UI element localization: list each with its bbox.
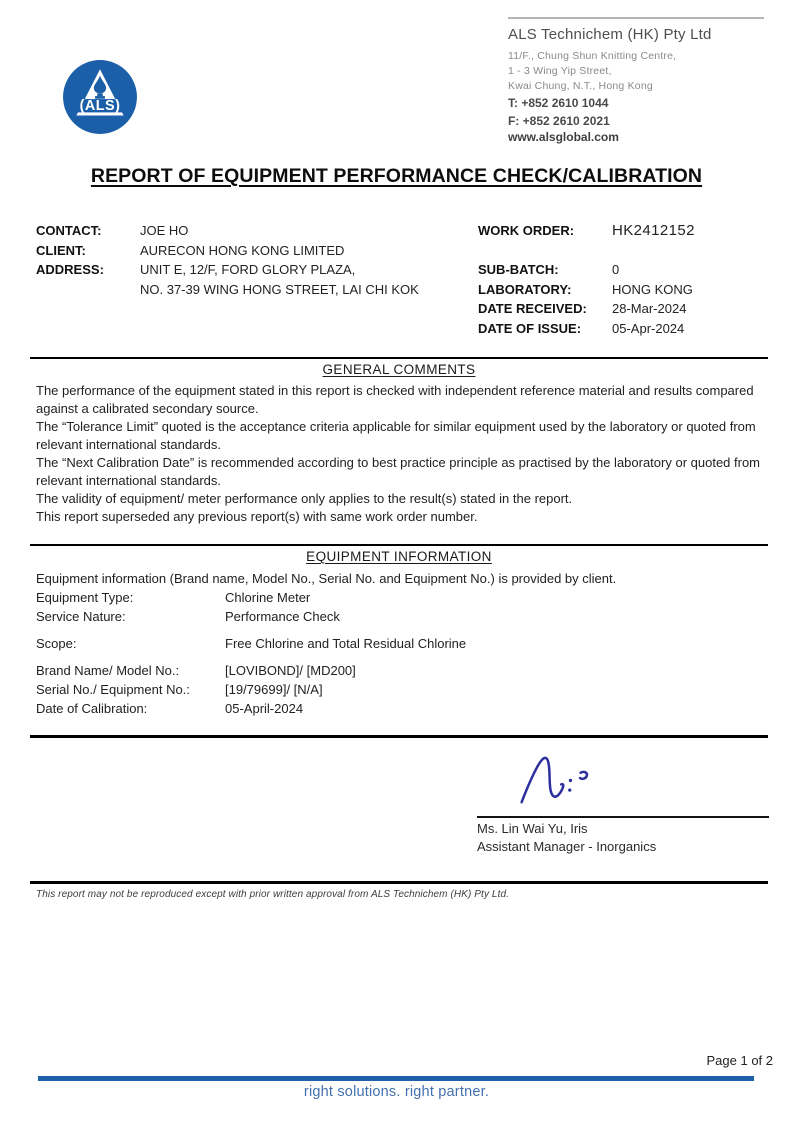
laboratory-label: LABORATORY:: [478, 281, 572, 297]
general-comments-text: [30, 382, 768, 526]
section-divider: [30, 881, 768, 884]
als-logo: [61, 58, 139, 136]
address-row: [36, 260, 466, 280]
sub-batch-label: SUB-BATCH:: [478, 262, 559, 277]
laboratory-value: HONG KONG: [612, 281, 693, 297]
date-of-calibration-row: [30, 699, 768, 718]
date-of-calibration-value: 05-April-2024: [225, 701, 304, 716]
general-comments-section: [30, 362, 768, 526]
serial-equipment-row: [30, 680, 768, 699]
client-info-block: [36, 221, 466, 299]
client-label: CLIENT:: [36, 242, 86, 258]
contact-row: [36, 221, 466, 241]
contact-value: JOE HO: [140, 223, 189, 238]
section-divider: [30, 544, 768, 546]
brand-model-row: [30, 661, 768, 680]
comment-paragraph: The performance of the equipment stated in this report is checked with independent reference material and results compared against a calibrated secondary source.: [36, 383, 754, 416]
address-value-line2: NO. 37-39 WING HONG STREET, LAI CHI KOK: [140, 281, 419, 297]
signatory-title: Assistant Manager - Inorganics: [477, 839, 657, 854]
service-nature-value: Performance Check: [225, 609, 340, 624]
company-address-line: 11/F., Chung Shun Knitting Centre,: [508, 50, 677, 62]
company-phone: T: +852 2610 1044: [508, 96, 609, 110]
service-nature-row: [30, 607, 768, 626]
client-row: [36, 241, 466, 261]
section-divider: [30, 735, 768, 738]
work-order-value: HK2412152: [612, 222, 695, 239]
spacer: [478, 241, 778, 261]
serial-equipment-label: Serial No./ Equipment No.:: [36, 682, 190, 697]
disclaimer-text: This report may not be reproduced except with prior written approval from ALS Technichem (HK) Pty Ltd.: [36, 889, 509, 900]
brand-model-value: [LOVIBOND]/ [MD200]: [225, 663, 356, 678]
signature-icon: [513, 750, 625, 808]
company-address-line: Kwai Chung, N.T., Hong Kong: [508, 80, 653, 92]
footer-tagline: right solutions. right partner.: [303, 1084, 490, 1100]
comment-paragraph: This report superseded any previous report(s) with same work order number.: [36, 509, 478, 524]
equipment-type-value: Chlorine Meter: [225, 590, 311, 605]
work-order-label: WORK ORDER:: [478, 223, 575, 238]
work-order-row: [478, 221, 778, 241]
footer-bar: [38, 1076, 754, 1081]
company-name: ALS Technichem (HK) Pty Ltd: [508, 26, 712, 43]
svg-text:(ALS): (ALS): [79, 97, 121, 114]
equipment-information-section: [30, 549, 768, 718]
address-value-line1: UNIT E, 12/F, FORD GLORY PLAZA,: [140, 262, 356, 277]
address-row: [36, 280, 466, 300]
date-of-calibration-label: Date of Calibration:: [36, 701, 148, 716]
comment-paragraph: The “Tolerance Limit” quoted is the acceptance criteria applicable for similar equipment used by the laboratory or quoted from relevant international standards.: [36, 419, 756, 452]
service-nature-label: Service Nature:: [36, 609, 126, 624]
equipment-info-intro: Equipment information (Brand name, Model No., Serial No. and Equipment No.) is provided by client.: [36, 571, 617, 586]
section-divider: [30, 357, 768, 359]
client-value: AURECON HONG KONG LIMITED: [140, 242, 345, 258]
company-address-line: 1 - 3 Wing Yip Street,: [508, 65, 612, 77]
scope-label: Scope:: [36, 636, 77, 651]
date-of-issue-value: 05-Apr-2024: [612, 320, 685, 336]
company-fax: F: +852 2610 2021: [508, 113, 610, 128]
date-of-issue-row: [478, 319, 778, 339]
signature-block: [477, 750, 769, 856]
als-logo-icon: [61, 58, 139, 136]
company-website-link[interactable]: www.alsglobal.com: [508, 130, 619, 144]
equipment-information-heading: EQUIPMENT INFORMATION: [306, 549, 492, 564]
general-comments-heading: GENERAL COMMENTS: [322, 362, 476, 377]
address-label: ADDRESS:: [36, 262, 104, 277]
date-received-row: [478, 299, 778, 319]
header-rule: [508, 17, 764, 19]
report-title: REPORT OF EQUIPMENT PERFORMANCE CHECK/CALIBRATION: [90, 165, 703, 187]
date-received-value: 28-Mar-2024: [612, 301, 687, 316]
comment-paragraph: The “Next Calibration Date” is recommended according to best practice principle as practised by the laboratory or quoted from relevant international standards.: [36, 455, 761, 488]
scope-row: [30, 634, 768, 653]
laboratory-row: [478, 280, 778, 300]
contact-label: CONTACT:: [36, 223, 102, 238]
scope-value: Free Chlorine and Total Residual Chlorine: [225, 636, 467, 651]
equipment-type-label: Equipment Type:: [36, 590, 134, 605]
brand-model-label: Brand Name/ Model No.:: [36, 663, 180, 678]
sub-batch-row: [478, 260, 778, 280]
date-received-label: DATE RECEIVED:: [478, 301, 587, 316]
signature-image: [513, 750, 769, 808]
date-of-issue-label: DATE OF ISSUE:: [478, 320, 582, 336]
order-info-block: [478, 221, 778, 338]
page-number: Page 1 of 2: [706, 1053, 773, 1068]
company-header: [508, 17, 764, 146]
serial-equipment-value: [19/79699]/ [N/A]: [225, 682, 323, 697]
sub-batch-value: 0: [612, 262, 620, 277]
signature-line: [477, 816, 769, 818]
signatory-name: Ms. Lin Wai Yu, Iris: [477, 821, 588, 836]
comment-paragraph: The validity of equipment/ meter performance only applies to the result(s) stated in the report.: [36, 491, 573, 506]
equipment-type-row: [30, 588, 768, 607]
